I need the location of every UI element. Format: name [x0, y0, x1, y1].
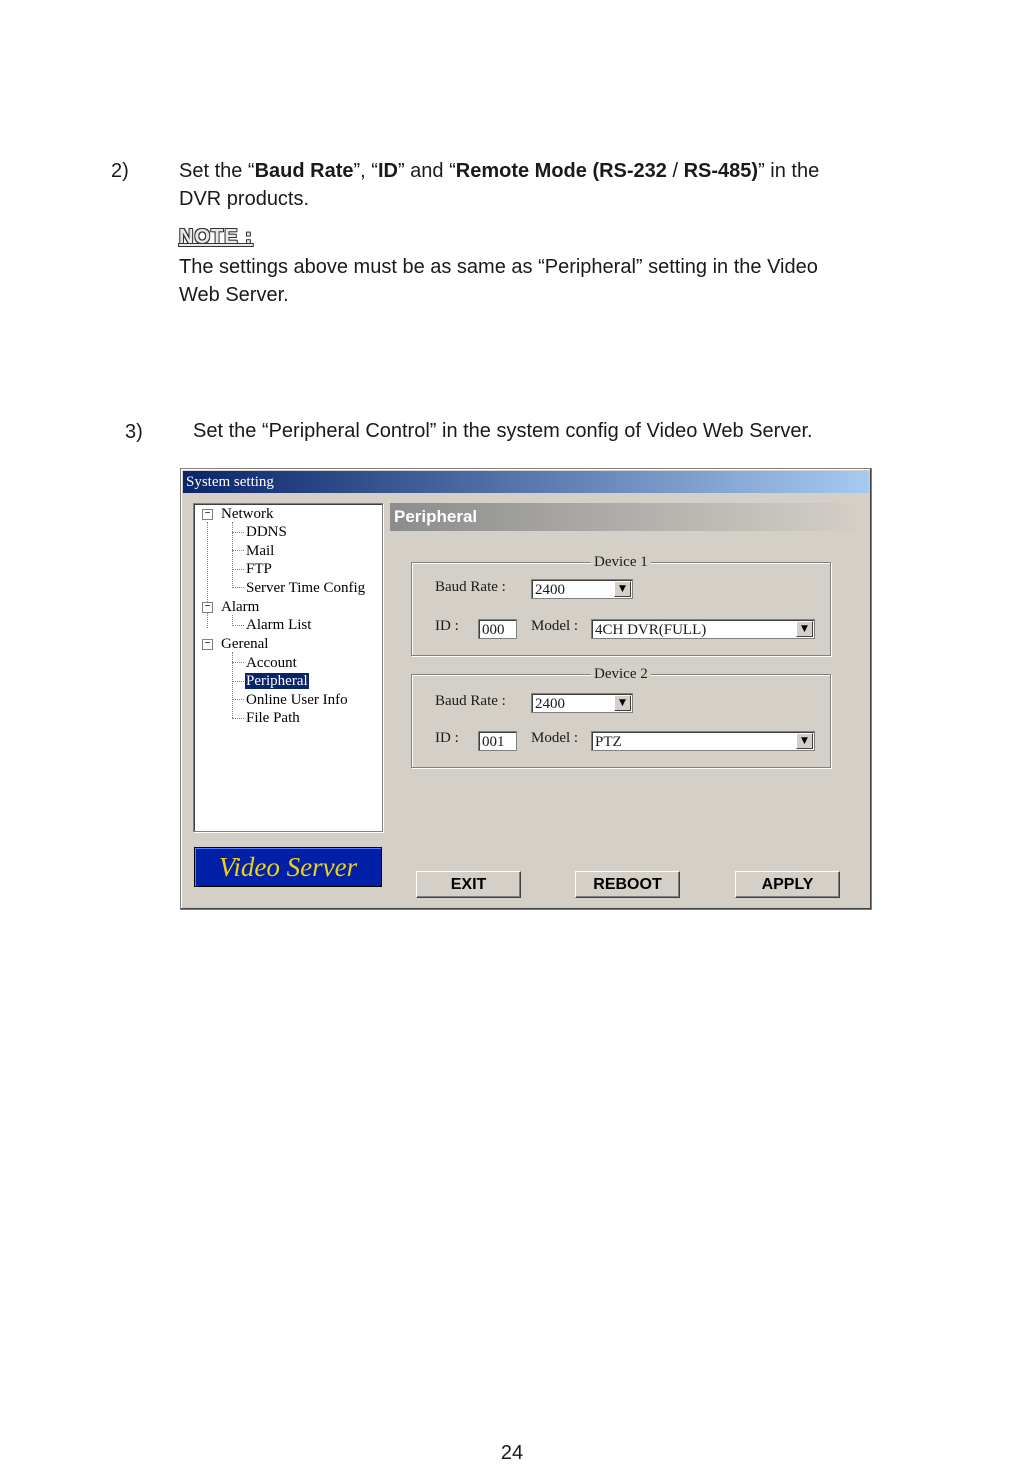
step-2-segment: ” and “ [397, 160, 456, 182]
step-2-number: 2) [111, 160, 129, 182]
system-setting-window [180, 468, 872, 910]
tree-item-network[interactable]: Network [221, 506, 274, 522]
dropdown-arrow-icon[interactable]: ▼ [796, 733, 813, 749]
tree-item-ddns[interactable]: DDNS [246, 524, 287, 540]
video-server-logo: Video Server [194, 847, 382, 887]
device-1-title: Device 1 [591, 553, 651, 571]
alarm-expander-icon[interactable]: − [202, 602, 213, 613]
device-1-group [411, 554, 831, 656]
device-1-baud-select[interactable] [531, 579, 633, 599]
device-1-baud-value: 2400 [535, 582, 565, 598]
step-2-segment: ”, “ [353, 160, 378, 182]
step-2-segment: ID [377, 160, 398, 182]
tree-item-mail[interactable]: Mail [246, 543, 275, 559]
dropdown-arrow-icon[interactable]: ▼ [614, 581, 631, 597]
step-2-line-2: DVR products. [179, 188, 310, 210]
tree-item-peripheral[interactable] [245, 672, 309, 690]
device-1-model-label: Model : [531, 618, 579, 634]
dropdown-arrow-icon[interactable]: ▼ [796, 621, 813, 637]
device-2-title: Device 2 [591, 665, 651, 683]
device-2-group [411, 666, 831, 768]
tree-item-alarm[interactable]: Alarm [221, 599, 260, 615]
tree-item-file-path[interactable]: File Path [246, 710, 300, 726]
device-2-id-field[interactable]: 001 [478, 731, 517, 751]
step-2-segment: Remote Mode (RS-232 [455, 160, 667, 182]
tree-item-general[interactable]: Gerenal [221, 636, 269, 652]
window-title-bar [183, 471, 869, 493]
note-line-1: The settings above must be as same as “Peripheral” setting in the Video [179, 256, 818, 278]
settings-tree [193, 503, 383, 832]
device-2-model-value: PTZ [595, 734, 622, 750]
step-2-segment: RS-485) [683, 160, 759, 182]
network-expander-icon[interactable]: − [202, 509, 213, 520]
tree-item-ftp[interactable]: FTP [246, 561, 272, 577]
tree-item-account[interactable]: Account [246, 655, 297, 671]
tree-item-server-time-config[interactable]: Server Time Config [246, 580, 366, 596]
device-2-baud-select[interactable] [531, 693, 633, 713]
page-number: 24 [500, 1442, 524, 1464]
device-2-id-label: ID : [435, 730, 459, 746]
device-1-model-select[interactable] [591, 619, 815, 639]
device-2-model-select[interactable] [591, 731, 815, 751]
device-2-model-label: Model : [531, 730, 579, 746]
note-line-2: Web Server. [179, 284, 289, 306]
step-2-segment: Baud Rate [254, 160, 354, 182]
panel-title: Peripheral [390, 503, 864, 531]
step-3-text: Set the “Peripheral Control” in the system config of Video Web Server. [193, 420, 813, 442]
tree-item-alarm-list[interactable]: Alarm List [246, 617, 312, 633]
device-1-model-value: 4CH DVR(FULL) [595, 622, 707, 638]
step-3-number: 3) [125, 421, 143, 443]
step-2-segment: ” in the [758, 160, 820, 182]
tree-item-peripheral-label: Peripheral [246, 673, 308, 689]
device-1-baud-label: Baud Rate : [435, 579, 506, 595]
step-2-line-1 [179, 157, 819, 185]
device-2-baud-label: Baud Rate : [435, 693, 506, 709]
window-title: System setting [186, 474, 274, 490]
dropdown-arrow-icon[interactable]: ▼ [614, 695, 631, 711]
tree-item-online-user-info[interactable]: Online User Info [246, 692, 348, 708]
step-2-segment: Set the “ [179, 160, 255, 182]
general-expander-icon[interactable]: − [202, 639, 213, 650]
device-1-id-label: ID : [435, 618, 459, 634]
exit-button[interactable]: EXIT [416, 871, 521, 898]
note-label: NOTE : [179, 226, 253, 248]
reboot-button[interactable]: REBOOT [575, 871, 680, 898]
device-2-baud-value: 2400 [535, 696, 565, 712]
apply-button[interactable]: APPLY [735, 871, 840, 898]
step-2-segment: / [666, 160, 684, 182]
device-1-id-field[interactable]: 000 [478, 619, 517, 639]
